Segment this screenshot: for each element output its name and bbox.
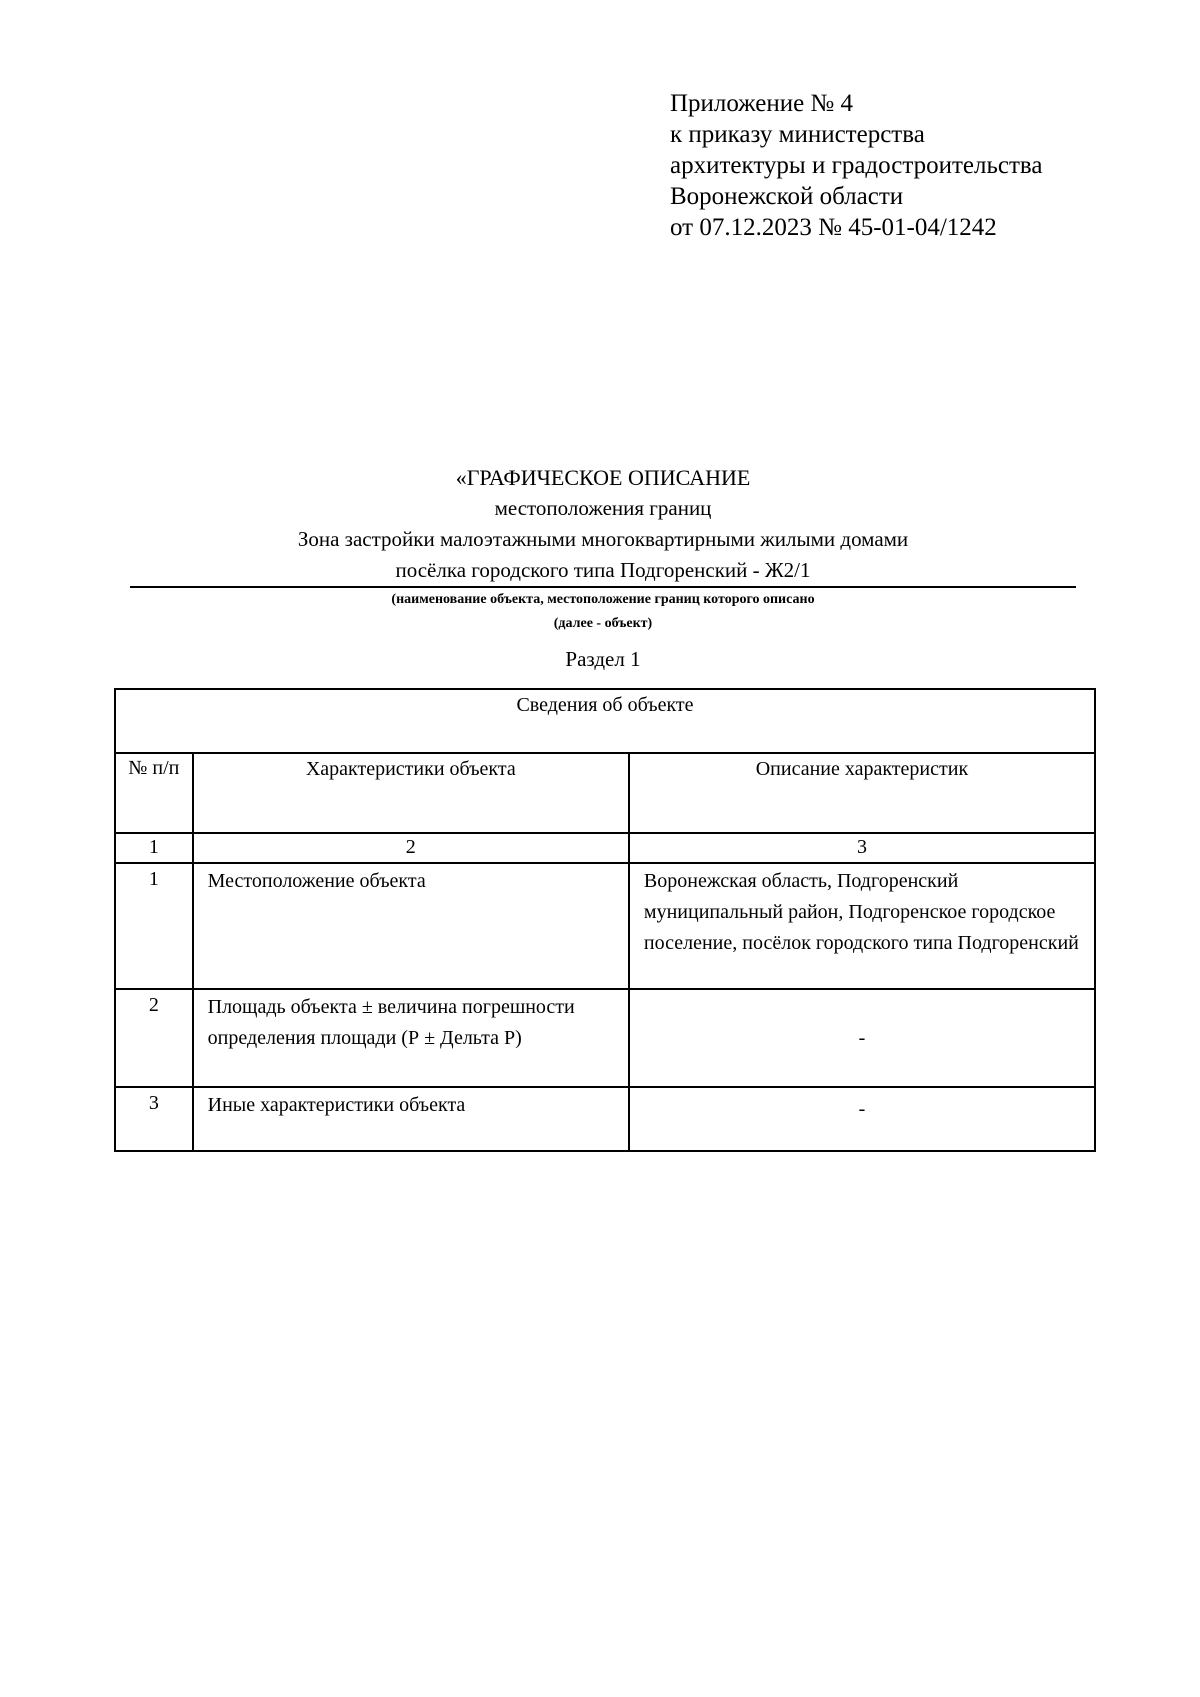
- column-header-number-text: № п/п: [128, 757, 180, 779]
- row-characteristic: [193, 989, 629, 1087]
- column-header-characteristic: Характеристики объекта: [193, 753, 629, 833]
- object-name-caption-2: (далее - объект): [553, 616, 653, 631]
- row-characteristic-text: Иные характеристики объекта: [207, 1094, 466, 1116]
- row-description-text: Воронежская область, Подгоренский муниципальный район, Подгоренское городское поселение, посёлок городского типа Подгоренский: [643, 870, 1079, 954]
- table-row: [115, 989, 1095, 1087]
- table-row: [115, 863, 1095, 989]
- table-caption-row: [115, 689, 1095, 753]
- row-characteristic-text: Местоположение объекта: [207, 870, 426, 892]
- document-title: «ГРАФИЧЕСКОЕ ОПИСАНИЕ: [455, 465, 751, 490]
- annex-line: Приложение № 4: [670, 90, 854, 117]
- column-header-description: Описание характеристик: [629, 753, 1095, 833]
- object-info-table: [114, 688, 1096, 1152]
- row-characteristic: [193, 1087, 629, 1151]
- row-characteristic-text: Площадь объекта ± величина погрешности определения площади (Р ± Дельта Р): [207, 996, 575, 1049]
- row-description: [629, 863, 1095, 989]
- row-characteristic: [193, 863, 629, 989]
- column-header-number: [115, 753, 193, 833]
- row-description: -: [629, 989, 1095, 1087]
- row-number: 1: [115, 863, 193, 989]
- annex-line: Воронежской области: [670, 183, 904, 210]
- row-number: 2: [115, 989, 193, 1087]
- section-title: Раздел 1: [565, 647, 641, 671]
- table-row: [115, 1087, 1095, 1151]
- column-numbers-row: [115, 833, 1095, 863]
- column-number: 2: [193, 833, 629, 863]
- annex-line: архитектуры и градостроительства: [670, 152, 1043, 179]
- row-description: -: [629, 1087, 1095, 1151]
- column-number: 3: [629, 833, 1095, 863]
- annex-line: от 07.12.2023 № 45-01-04/1242: [670, 214, 997, 241]
- document-heading: [130, 462, 1076, 674]
- annex-reference: [670, 88, 1042, 243]
- column-number: 1: [115, 833, 193, 863]
- object-name-caption-1: (наименование объекта, местоположение границ которого описано: [391, 592, 815, 607]
- document-subtitle: местоположения границ: [494, 496, 712, 520]
- object-name-line-2: посёлка городского типа Подгоренский - Ж2/1: [395, 558, 811, 582]
- annex-line: к приказу министерства: [670, 121, 925, 148]
- table-header-row: [115, 753, 1095, 833]
- table-caption: Сведения об объекте: [115, 689, 1095, 753]
- object-name-line-1: Зона застройки малоэтажными многоквартирными жилыми домами: [297, 527, 909, 551]
- row-number: 3: [115, 1087, 193, 1151]
